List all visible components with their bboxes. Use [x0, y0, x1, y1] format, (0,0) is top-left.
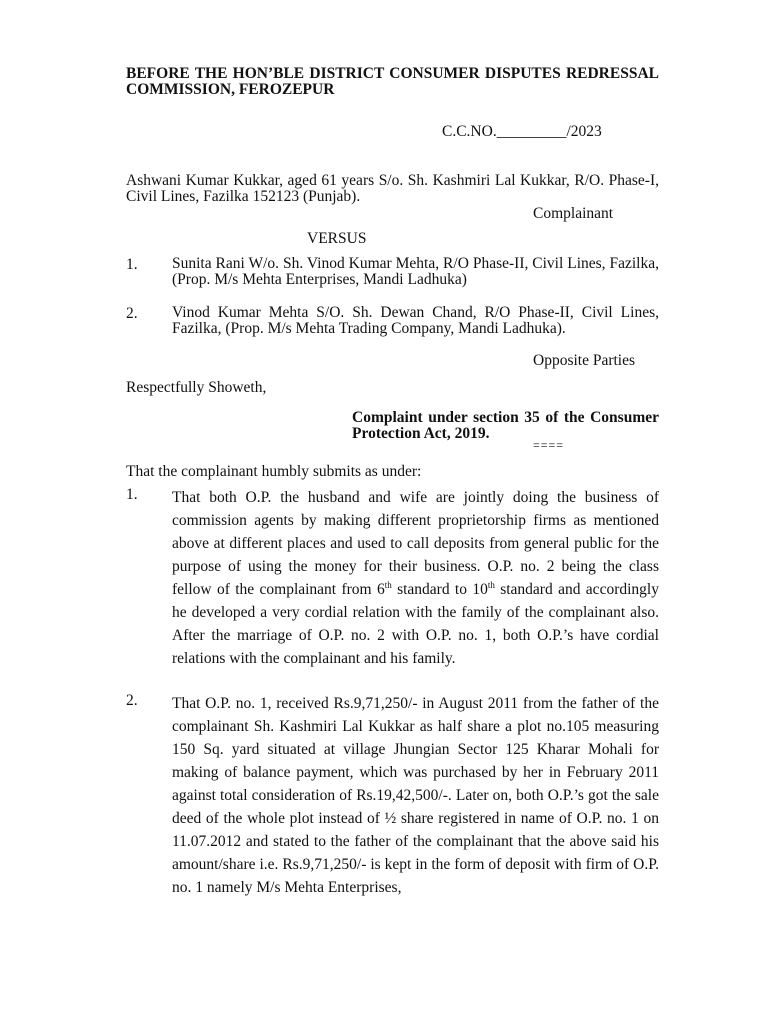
party-number: 1. [126, 256, 138, 273]
subject-underline: ==== [533, 438, 565, 452]
paragraph-text-part: That both O.P. the husband and wife are jointly doing the business of commission agents by making different proprietorship firms as mentioned above at different places and used to call deposits from general public for the purpose of using the money for their business. O.P. no. 2 being the class fellow of the complainant from 6 [172, 489, 659, 598]
intro-line: That the complainant humbly submits as under: [126, 463, 422, 480]
ordinal-suffix: th [487, 579, 495, 590]
complaint-subject: Complaint under section 35 of the Consumer Protection Act, 2019. [352, 409, 659, 442]
party-description: Vinod Kumar Mehta S/O. Sh. Dewan Chand, R/O Phase-II, Civil Lines, Fazilka, (Prop. M/s Mehta Trading Company, Mandi Ladhuka). [172, 304, 659, 337]
court-title: BEFORE THE HON’BLE DISTRICT CONSUMER DISPUTES REDRESSAL COMMISSION, FEROZEPUR [126, 65, 659, 98]
versus-label: VERSUS [307, 230, 367, 247]
salutation: Respectfully Showeth, [126, 379, 267, 396]
party-number: 2. [126, 305, 138, 322]
party-description: Sunita Rani W/o. Sh. Vinod Kumar Mehta, R/O Phase-II, Civil Lines, Fazilka, (Prop. M/s Mehta Enterprises, Mandi Ladhuka) [172, 255, 659, 288]
complainant-description: Ashwani Kumar Kukkar, aged 61 years S/o. Sh. Kashmiri Lal Kukkar, R/O. Phase-I, Civil Lines, Fazilka 152123 (Punjab). [126, 172, 659, 205]
paragraph-text-part: standard and accordingly he developed a very cordial relation with the family of the complainant also. After the marriage of O.P. no. 2 with O.P. no. 1, both O.P.’s have cordial relations with the complainant and his family. [172, 581, 659, 667]
paragraph-number: 1. [126, 486, 138, 503]
paragraph-text-part: standard to 10 [391, 581, 488, 598]
paragraph-text [172, 486, 659, 670]
complainant-label: Complainant [533, 205, 614, 222]
paragraph-number: 2. [126, 692, 138, 709]
opposite-parties-label: Opposite Parties [533, 352, 636, 369]
ordinal-suffix: th [384, 579, 392, 590]
case-number: C.C.NO._________/2023 [442, 123, 602, 140]
paragraph-text: That O.P. no. 1, received Rs.9,71,250/- in August 2011 from the father of the complainant Sh. Kashmiri Lal Kukkar as half share a plot no.105 measuring 150 Sq. yard situated at village Jhungian Sector 125 Kharar Mohali for making of balance payment, which was purchased by her in February 2011 against total consideration of Rs.19,42,500/-. Later on, both O.P.’s got the sale deed of the whole plot instead of ½ share registered in name of O.P. no. 1 on 11.07.2012 and stated to the father of the complainant that the above said his amount/share i.e. Rs.9,71,250/- is kept in the form of deposit with firm of O.P. no. 1 namely M/s Mehta Enterprises, [172, 695, 659, 896]
